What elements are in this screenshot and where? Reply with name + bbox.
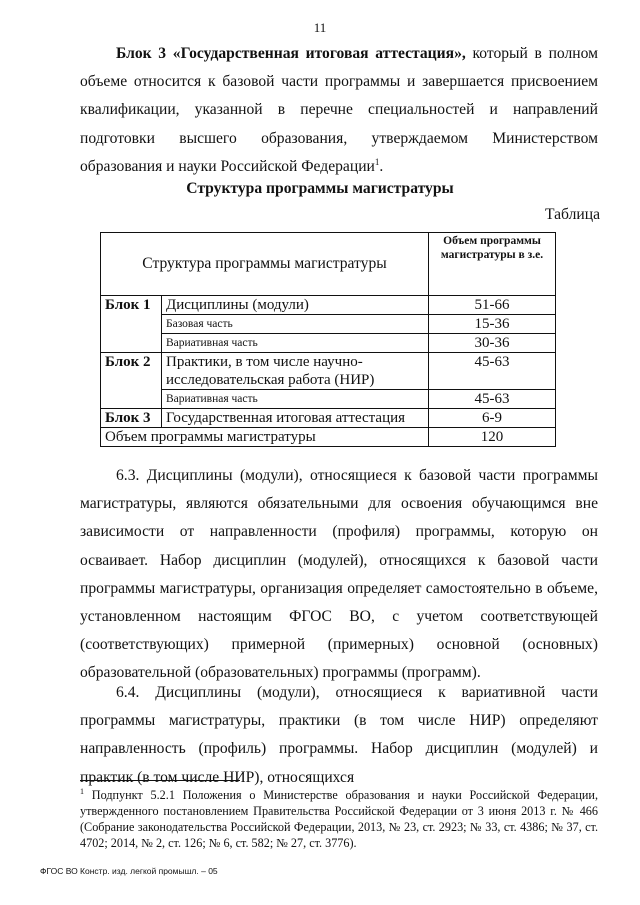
intro-bold-lead: Блок 3 «Государственная итоговая аттестация», bbox=[116, 45, 466, 62]
table-row bbox=[101, 334, 556, 353]
table-row bbox=[101, 409, 556, 428]
block-label: Блок 3 bbox=[101, 409, 162, 428]
block-label: Блок 1 bbox=[101, 296, 162, 353]
footnote-reference[interactable]: 1 bbox=[374, 156, 380, 167]
table-total-row bbox=[101, 428, 556, 447]
footnote-divider bbox=[80, 780, 240, 781]
table-row bbox=[101, 296, 556, 315]
row-name: Практики, в том числе научно-исследовательская работа (НИР) bbox=[162, 353, 429, 390]
row-name: Базовая часть bbox=[162, 315, 429, 334]
intro-paragraph bbox=[80, 40, 598, 181]
total-value: 120 bbox=[429, 428, 556, 447]
table-row bbox=[101, 390, 556, 409]
row-name: Государственная итоговая аттестация bbox=[162, 409, 429, 428]
table-header-row bbox=[101, 233, 556, 296]
row-value: 15-36 bbox=[429, 315, 556, 334]
footnote-mark: 1 bbox=[80, 787, 84, 796]
intro-text: который в полном объеме относится к базовой части программы и завершается присвоением квалификации, указанной в перечне специальностей и направлений подготовки высшего образования, утверждаемом Министерством образования и науки Российской Федерации bbox=[80, 45, 599, 175]
header-volume: Объем программы магистратуры в з.е. bbox=[429, 233, 556, 296]
row-value: 45-63 bbox=[429, 353, 556, 390]
intro-end: . bbox=[379, 157, 384, 175]
footnote bbox=[80, 784, 598, 851]
row-value: 6-9 bbox=[429, 409, 556, 428]
table-row bbox=[101, 315, 556, 334]
table-title: Структура программы магистратуры bbox=[186, 180, 454, 197]
row-value: 30-36 bbox=[429, 334, 556, 353]
page-number: 11 bbox=[313, 20, 327, 35]
row-value: 45-63 bbox=[429, 390, 556, 409]
footnote-text: Подпункт 5.2.1 Положения о Министерстве образования и науки Российской Федерации, утвержденного постановлением Правительства Российской Федерации от 3 июня 2013 г. № 466 (Собрание законодательства Российской Федерации, 2013, № 23, ст. 2923; № 33, ст. 4386; № 37, ст. 4702; 2014, № 2, ст. 126; № 6, ст. 582; № 27, ст. 3776). bbox=[80, 788, 598, 851]
page-footer: ФГОС ВО Констр. изд. легкой промышл. – 05 bbox=[40, 866, 218, 876]
block-label: Блок 2 bbox=[101, 353, 162, 409]
row-name: Дисциплины (модули) bbox=[162, 296, 429, 315]
table-row bbox=[101, 353, 556, 390]
paragraph-6-3: 6.3. Дисциплины (модули), относящиеся к базовой части программы магистратуры, являются обязательными для освоения обучающимся вне зависимости от направленности (профиля) программы, которую он осваивает. Набор дисциплин (модулей), относящихся к базовой части программы магистратуры, организация определяет самостоятельно в объеме, установленном настоящим ФГОС ВО, с учетом соответствующей (соответствующих) примерной (примерных) основной (основных) образовательной (образовательных) программы (программ). bbox=[80, 467, 598, 682]
row-value: 51-66 bbox=[429, 296, 556, 315]
row-name: Вариативная часть bbox=[162, 390, 429, 409]
program-structure-table bbox=[100, 232, 556, 447]
total-name: Объем программы магистратуры bbox=[101, 428, 429, 447]
paragraph-6-4: 6.4. Дисциплины (модули), относящиеся к вариативной части программы магистратуры, практики (в том числе НИР) определяют направленность (профиль) программы. Набор дисциплин (модулей) и практик (в том числе НИР), относящихся bbox=[80, 684, 598, 786]
table-label: Таблица bbox=[545, 206, 600, 223]
row-name: Вариативная часть bbox=[162, 334, 429, 353]
header-structure: Структура программы магистратуры bbox=[101, 233, 429, 296]
